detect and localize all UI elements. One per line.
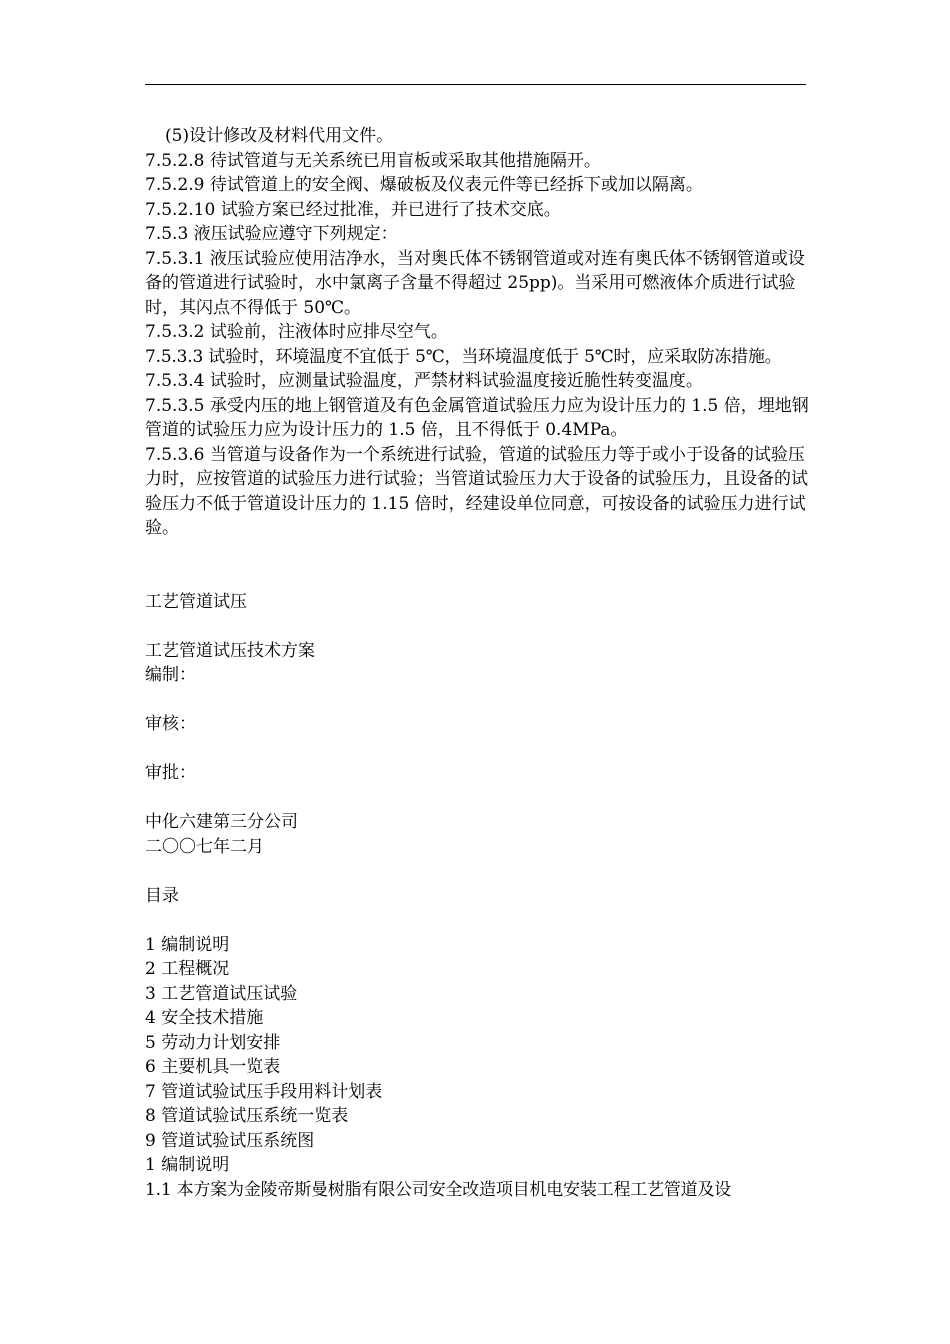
spacer bbox=[145, 786, 810, 811]
toc-entry: 5 劳动力计划安排 bbox=[145, 1032, 281, 1053]
paragraph: 7.5.3.4 试验时，应测量试验温度，严禁材料试验温度接近脆性转变温度。 bbox=[145, 371, 703, 391]
approved-by-label: 审批： bbox=[145, 763, 196, 783]
toc-entry: 4 安全技术措施 bbox=[145, 1008, 264, 1028]
document-date: 二〇〇七年二月 bbox=[145, 836, 264, 857]
spacer bbox=[145, 908, 810, 933]
reviewed-by-label: 审核： bbox=[145, 714, 196, 734]
paragraph: 7.5.2.8 待试管道与无关系统已用盲板或采取其他措施隔开。 bbox=[145, 150, 601, 171]
spacer bbox=[145, 541, 810, 590]
paragraph: 7.5.3 液压试验应遵守下列规定： bbox=[145, 224, 398, 244]
paragraph: 7.5.3.5 承受内压的地上钢管道及有色金属管道试验压力应为设计压力的 1.5 倍，埋地钢管道的试验压力应为设计压力的 1.5 倍，且不得低于 0.4MPa。 bbox=[145, 395, 809, 440]
toc-entry: 7 管道试验试压手段用料计划表 bbox=[145, 1081, 383, 1102]
section-heading: 1 编制说明 bbox=[145, 1155, 230, 1175]
spacer bbox=[145, 688, 810, 713]
spacer bbox=[145, 859, 810, 884]
toc-entry: 3 工艺管道试压试验 bbox=[145, 983, 298, 1004]
document-body bbox=[145, 124, 810, 1202]
toc-entry: 9 管道试验试压系统图 bbox=[145, 1130, 315, 1151]
company-name: 中化六建第三分公司 bbox=[145, 812, 298, 832]
paragraph: 7.5.2.10 试验方案已经过批准，并已进行了技术交底。 bbox=[145, 199, 561, 220]
toc-heading: 目录 bbox=[145, 885, 179, 906]
header-rule bbox=[145, 84, 806, 85]
toc-list bbox=[145, 933, 810, 1154]
prepared-by-label: 编制： bbox=[145, 665, 196, 685]
paragraph: (5)设计修改及材料代用文件。 bbox=[165, 126, 394, 146]
toc-entry: 8 管道试验试压系统一览表 bbox=[145, 1106, 349, 1126]
paragraph: 7.5.2.9 待试管道上的安全阀、爆破板及仪表元件等已经拆下或加以隔离。 bbox=[145, 175, 703, 195]
toc-entry: 1 编制说明 bbox=[145, 934, 230, 955]
spacer bbox=[145, 614, 810, 639]
paragraph: 7.5.3.6 当管道与设备作为一个系统进行试验，管道的试验压力等于或小于设备的试验压力时，应按管道的试验压力进行试验；当管道试验压力大于设备的试验压力，且设备的试验压力不低于管道设计压力的 1.15 倍时，经建设单位同意，可按设备的试验压力进行试验。 bbox=[145, 444, 808, 538]
toc-entry: 6 主要机具一览表 bbox=[145, 1057, 281, 1077]
spacer bbox=[145, 737, 810, 762]
paragraph: 7.5.3.3 试验时，环境温度不宜低于 5℃，当环境温度低于 5℃时，应采取防冻措施。 bbox=[145, 346, 782, 367]
paragraph: 1.1 本方案为金陵帝斯曼树脂有限公司安全改造项目机电安装工程工艺管道及设 bbox=[145, 1179, 732, 1200]
cover-title: 工艺管道试压技术方案 bbox=[145, 640, 315, 661]
paragraph: 7.5.3.1 液压试验应使用洁净水，当对奥氏体不锈钢管道或对连有奥氏体不锈钢管道或设备的管道进行试验时，水中氯离子含量不得超过 25pp)。当采用可燃液体介质进行试验时，其闪点不得低于 50℃。 bbox=[145, 248, 805, 318]
paragraph: 7.5.3.2 试验前，注液体时应排尽空气。 bbox=[145, 322, 448, 342]
cover-short-title: 工艺管道试压 bbox=[145, 591, 247, 612]
toc-entry: 2 工程概况 bbox=[145, 959, 230, 979]
